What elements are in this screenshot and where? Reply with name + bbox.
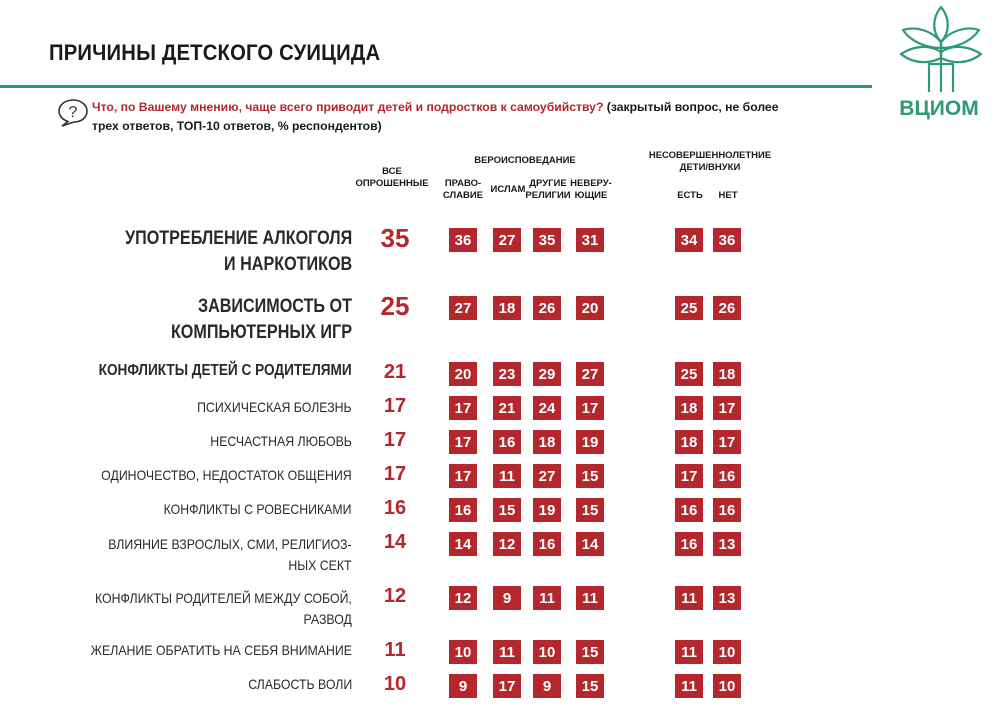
children-value-cell: 17 — [675, 464, 703, 488]
total-value: 17 — [383, 429, 407, 451]
header-nonbelievers-line-2: ЮЩИЕ — [574, 190, 608, 201]
children-value-cell: 17 — [713, 430, 741, 454]
religion-value-cell: 9 — [449, 674, 477, 698]
row-label — [197, 397, 352, 418]
religion-value-cell: 20 — [576, 296, 604, 320]
religion-value-cell: 27 — [449, 296, 477, 320]
row-label-line: НЕСЧАСТНАЯ ЛЮБОВЬ — [210, 433, 352, 449]
children-value-cell: 16 — [713, 464, 741, 488]
children-value-cell: 11 — [675, 674, 703, 698]
row-label-line: ВЛИЯНИЕ ВЗРОСЛЫХ, СМИ, РЕЛИГИОЗ- — [108, 536, 352, 552]
row-label — [95, 588, 352, 630]
header-no-children: НЕТ — [718, 190, 738, 201]
religion-value-cell: 17 — [576, 396, 604, 420]
header-total-line-2: ОПРОШЕННЫЕ — [355, 178, 429, 189]
row-label-line: КОНФЛИКТЫ РОДИТЕЛЕЙ МЕЖДУ СОБОЙ, — [95, 590, 352, 606]
total-value: 21 — [383, 361, 407, 383]
religion-value-cell: 27 — [576, 362, 604, 386]
row-label — [164, 499, 352, 520]
religion-value-cell: 24 — [533, 396, 561, 420]
children-value-cell: 16 — [675, 498, 703, 522]
header-nonbelievers — [565, 178, 617, 202]
religion-value-cell: 16 — [533, 532, 561, 556]
religion-value-cell: 12 — [449, 586, 477, 610]
header-total — [352, 166, 432, 190]
children-value-cell: 36 — [713, 228, 741, 252]
religion-value-cell: 9 — [493, 586, 521, 610]
religion-value-cell: 11 — [493, 640, 521, 664]
religion-value-cell: 35 — [533, 228, 561, 252]
children-value-cell: 13 — [713, 532, 741, 556]
religion-value-cell: 31 — [576, 228, 604, 252]
religion-value-cell: 23 — [493, 362, 521, 386]
row-label-line: РАЗВОД — [303, 611, 352, 627]
total-value: 14 — [383, 531, 407, 553]
row-label-line: НЫХ СЕКТ — [288, 557, 352, 573]
children-value-cell: 11 — [675, 586, 703, 610]
children-value-cell: 10 — [713, 674, 741, 698]
total-value: 10 — [383, 673, 407, 695]
row-label — [171, 294, 352, 346]
row-label — [210, 431, 352, 452]
header-other-religions-line-2: РЕЛИГИИ — [525, 190, 571, 201]
row-label-line: ПСИХИЧЕСКАЯ БОЛЕЗНЬ — [197, 399, 352, 415]
row-label — [125, 226, 352, 278]
religion-value-cell: 18 — [533, 430, 561, 454]
header-religion-group: ВЕРОИСПОВЕДАНИЕ — [474, 155, 576, 166]
header-islam-line-1: ИСЛАМ — [490, 184, 526, 195]
religion-value-cell: 11 — [493, 464, 521, 488]
row-label — [99, 360, 352, 382]
row-label — [101, 465, 352, 486]
children-value-cell: 26 — [713, 296, 741, 320]
row-label-line: ЗАВИСИМОСТЬ ОТ — [198, 296, 352, 317]
children-value-cell: 25 — [675, 362, 703, 386]
religion-value-cell: 21 — [493, 396, 521, 420]
vciom-logo — [885, 4, 993, 122]
header-orthodox — [438, 178, 488, 202]
children-value-cell: 17 — [713, 396, 741, 420]
religion-value-cell: 19 — [576, 430, 604, 454]
religion-value-cell: 27 — [533, 464, 561, 488]
religion-value-cell: 15 — [576, 674, 604, 698]
children-value-cell: 11 — [675, 640, 703, 664]
religion-value-cell: 11 — [533, 586, 561, 610]
religion-value-cell: 16 — [449, 498, 477, 522]
total-value: 11 — [384, 639, 406, 661]
survey-question — [92, 98, 792, 136]
religion-value-cell: 15 — [576, 464, 604, 488]
row-label-line: ЖЕЛАНИЕ ОБРАТИТЬ НА СЕБЯ ВНИМАНИЕ — [90, 642, 352, 658]
header-orthodox-line-2: СЛАВИЕ — [442, 190, 484, 201]
total-value: 12 — [383, 585, 407, 607]
children-value-cell: 18 — [713, 362, 741, 386]
total-value: 35 — [380, 223, 410, 253]
row-label — [248, 674, 352, 695]
religion-value-cell: 27 — [493, 228, 521, 252]
row-label-line: УПОТРЕБЛЕНИЕ АЛКОГОЛЯ — [124, 228, 352, 249]
logo-text: ВЦИОМ — [899, 97, 979, 120]
religion-value-cell: 15 — [576, 640, 604, 664]
header-have-children: ЕСТЬ — [677, 190, 703, 201]
question-note: (закрытый вопрос, не более трех ответов, ТОП-10 ответов, % респондентов) — [92, 100, 779, 133]
religion-value-cell: 15 — [576, 498, 604, 522]
religion-value-cell: 10 — [533, 640, 561, 664]
religion-value-cell: 14 — [576, 532, 604, 556]
children-value-cell: 18 — [675, 430, 703, 454]
svg-text:?: ? — [68, 104, 78, 121]
row-label-line: КОНФЛИКТЫ С РОВЕСНИКАМИ — [164, 501, 352, 517]
children-value-cell: 25 — [675, 296, 703, 320]
row-label-line: КОМПЬЮТЕРНЫХ ИГР — [170, 322, 352, 343]
header-nonbelievers-line-1: НЕВЕРУ- — [570, 178, 612, 189]
row-label-line: СЛАБОСТЬ ВОЛИ — [247, 676, 352, 692]
header-orthodox-line-1: ПРАВО- — [444, 178, 482, 189]
religion-value-cell: 17 — [449, 396, 477, 420]
children-value-cell: 16 — [675, 532, 703, 556]
religion-value-cell: 26 — [533, 296, 561, 320]
row-label — [91, 640, 352, 661]
children-value-cell: 34 — [675, 228, 703, 252]
religion-value-cell: 9 — [533, 674, 561, 698]
row-label-line: КОНФЛИКТЫ ДЕТЕЙ С РОДИТЕЛЯМИ — [99, 362, 352, 379]
children-value-cell: 18 — [675, 396, 703, 420]
religion-value-cell: 10 — [449, 640, 477, 664]
religion-value-cell: 29 — [533, 362, 561, 386]
religion-value-cell: 14 — [449, 532, 477, 556]
children-value-cell: 10 — [713, 640, 741, 664]
religion-value-cell: 11 — [576, 586, 604, 610]
children-value-cell: 13 — [713, 586, 741, 610]
question-icon — [57, 98, 89, 128]
total-value: 16 — [383, 497, 407, 519]
header-total-line-1: ВСЕ — [382, 166, 402, 177]
title-divider — [0, 85, 872, 88]
row-label — [109, 534, 352, 576]
header-children-group-line-2: ДЕТИ/ВНУКИ — [679, 162, 741, 173]
religion-value-cell: 36 — [449, 228, 477, 252]
row-label-line: ОДИНОЧЕСТВО, НЕДОСТАТОК ОБЩЕНИЯ — [101, 467, 352, 483]
question-highlight: Что, по Вашему мнению, чаще всего приводит детей и подростков к самоубийству? — [92, 100, 604, 114]
religion-value-cell: 17 — [449, 464, 477, 488]
page-title: ПРИЧИНЫ ДЕТСКОГО СУИЦИДА — [49, 40, 381, 65]
row-label-line: И НАРКОТИКОВ — [223, 254, 352, 275]
children-value-cell: 16 — [713, 498, 741, 522]
header-children-group — [640, 150, 780, 174]
religion-value-cell: 17 — [449, 430, 477, 454]
religion-value-cell: 16 — [493, 430, 521, 454]
header-children-group-line-1: НЕСОВЕРШЕННОЛЕТНИЕ — [648, 150, 772, 161]
header-other-religions-line-1: ДРУГИЕ — [529, 178, 567, 189]
religion-value-cell: 17 — [493, 674, 521, 698]
religion-value-cell: 15 — [493, 498, 521, 522]
religion-value-cell: 19 — [533, 498, 561, 522]
religion-value-cell: 12 — [493, 532, 521, 556]
total-value: 17 — [383, 395, 407, 417]
religion-value-cell: 20 — [449, 362, 477, 386]
total-value: 25 — [380, 291, 410, 321]
religion-value-cell: 18 — [493, 296, 521, 320]
total-value: 17 — [383, 463, 407, 485]
